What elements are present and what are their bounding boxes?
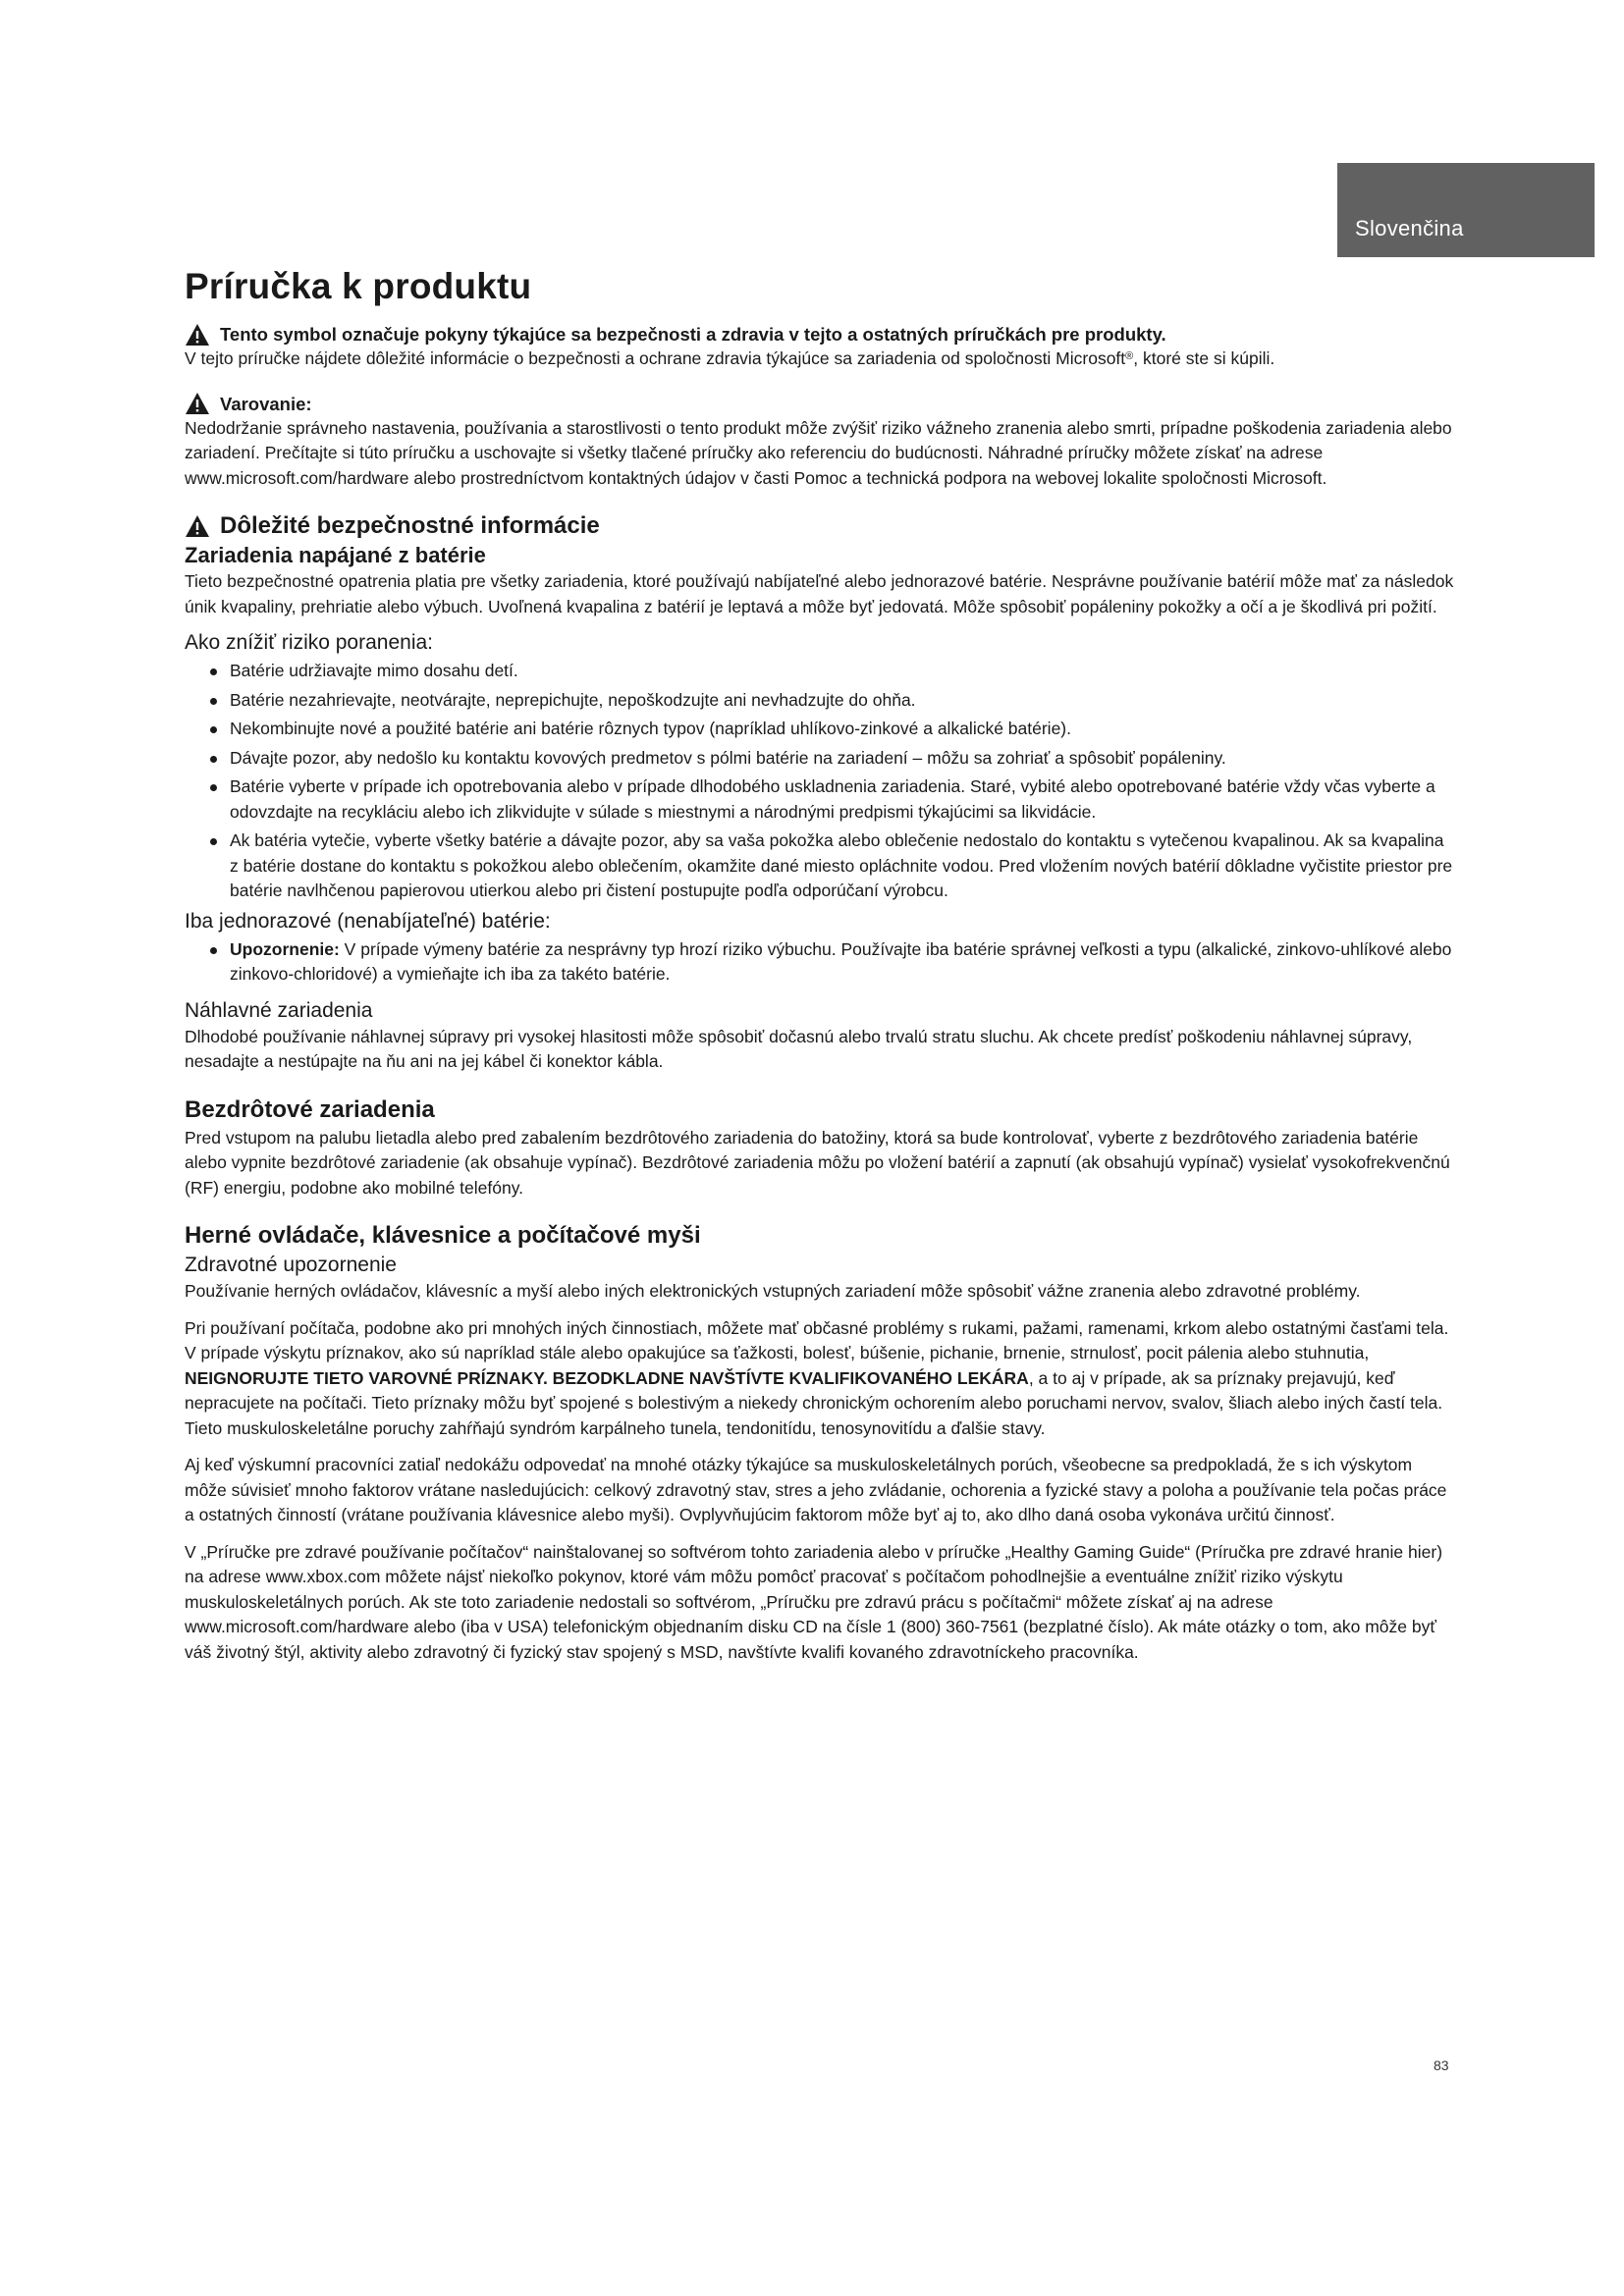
language-label: Slovenčina xyxy=(1355,216,1464,240)
intro-paragraph xyxy=(185,347,1457,372)
disposable-heading: Iba jednorazové (nenabíjateľné) batérie: xyxy=(185,909,551,933)
p2-text-end: , a to aj v prípade, ak sa príznaky prejavujú, keď nepracujete na počítači. Tieto príznaky môžu byť spojené s bolestivým a niekedy chronickým ochorením alebo poruchami nervov, svalov, šliach alebo iných častí tela. Tieto muskuloskeletálne poruchy zahŕňajú syndróm karpálneho tunela, tendonitídu, tenosynovitídu a ďalšie stavy. xyxy=(185,1367,1443,1438)
gaming-paragraph-2 xyxy=(185,1316,1457,1442)
list-item: Nekombinujte nové a použité batérie ani batérie rôznych typov (napríklad uhlíkovo-zinkové a alkalické batérie). xyxy=(230,717,1457,742)
intro-text: V tejto príručke nájdete dôležité informácie o bezpečnosti a ochrane zdravia týkajúce sa zariadenia od spoločnosti Microsoft xyxy=(185,348,1126,368)
safety-symbol-text: Tento symbol označuje pokyny týkajúce sa bezpečnosti a zdravia v tejto a ostatných príručkách pre produkty. xyxy=(220,324,1166,345)
risk-list xyxy=(185,659,1457,904)
intro-text-end: , ktoré ste si kúpili. xyxy=(1133,348,1275,368)
gaming-paragraph-4: V „Príručke pre zdravé používanie počítačov“ nainštalovanej so softvérom tohto zariadenia alebo v príručke „Healthy Gaming Guide“ (Príručka pre zdravé hranie hier) na adrese www.xbox.com môžete nájsť niekoľko pokynov, ktoré vám môžu pomôcť pracovať s počítačom pohodlnejšie a eventuálne znížiť riziko výskytu muskuloskeletálnych porúch. Ak ste toto zariadenie nedostali so softvérom, „Príručku pre zdravú prácu s počítačmi“ môžete získať aj na adrese www.microsoft.com/hardware alebo (iba v USA) telefonickým objednaním disku CD na čísle 1 (800) 360-7561 (bezplatné číslo). Ak máte otázky o tom, ako môže byť váš životný štýl, aktivity alebo zdravotný či fyzický stav spojený s MSD, navštívte kvalifi kovaného zdravotníckeho pracovníka. xyxy=(185,1541,1443,1662)
battery-text: Tieto bezpečnostné opatrenia platia pre všetky zariadenia, ktoré používajú nabíjateľné alebo jednorazové batérie. Nesprávne používanie batérií môže mať za následok únik kvapaliny, prehriatie alebo výbuch. Uvoľnená kvapalina z batérií je leptavá a môže byť jedovatá. Môže spôsobiť popáleniny pokožky a očí a je škodlivá pri požití. xyxy=(185,571,1454,616)
p2-text: Pri používaní počítača, podobne ako pri mnohých iných činnostiach, môžete mať občasné problémy s rukami, pažami, ramenami, krkom alebo ostatnými časťami tela. V prípade výskytu príznakov, ako sú napríklad stále alebo opakujúce sa ťažkosti, bolesť, búšenie, pichanie, brnenie, strnulosť, pocit pálenia alebo stuhnutia, xyxy=(185,1317,1449,1362)
list-item xyxy=(230,937,1457,988)
caution-text: V prípade výmeny batérie za nesprávny typ hrozí riziko výbuchu. Používajte iba batérie správnej veľkosti a typu (alkalické, zinkovo-uhlíkové alebo zinkovo-chloridové) a vymieňajte ich iba za takéto batérie. xyxy=(230,938,1452,984)
registered-mark: ® xyxy=(1125,350,1134,362)
important-safety-heading xyxy=(185,510,1457,542)
gaming-heading: Herné ovládače, klávesnice a počítačové myši xyxy=(185,1222,701,1249)
gaming-paragraph-3: Aj keď výskumní pracovníci zatiaľ nedokážu odpovedať na mnohé otázky týkajúce sa muskuloskeletálnych porúch, všeobecne sa predpokladá, že s ich výskytom môže súvisieť mnoho faktorov vrátane nasledujúcich: celkový zdravotný stav, stres a jeho zvládanie, ochorenia a fyzické stavy a poloha a používanie tela počas práce a ostatných činností (vrátane používania klávesnice alebo myši). Ovplyvňujúcim faktorom môže byť aj to, ako dlho daná osoba vykonáva určitú činnosť. xyxy=(185,1455,1447,1524)
headset-heading: Náhlavné zariadenia xyxy=(185,998,373,1022)
gaming-paragraph-1: Používanie herných ovládačov, klávesníc a myší alebo iných elektronických vstupných zariadení môže spôsobiť vážne zranenia alebo zdravotné problémy. xyxy=(185,1281,1361,1301)
list-item: Ak batéria vytečie, vyberte všetky batérie a dávajte pozor, aby sa vaša pokožka alebo oblečenie nedostalo do kontaktu s vytečenou kvapalinou. Ak sa kvapalina z batérie dostane do kontaktu s pokožkou alebo oblečením, okamžite dané miesto opláchnite vodou. Pred vložením nových batérií dôkladne vyčistite priestor pre batérie navlhčenou papierovou utierkou alebo pri čistení postupujte podľa odporúčaní výrobcu. xyxy=(230,828,1457,904)
list-item: Batérie vyberte v prípade ich opotrebovania alebo v prípade dlhodobého uskladnenia zariadenia. Staré, vybité alebo opotrebované batérie vždy včas vyberte a odovzdajte na recykláciu alebo ich zlikvidujte v súlade s miestnymi a národnými predpismi týkajúcimi sa likvidácie. xyxy=(230,774,1457,825)
battery-heading: Zariadenia napájané z batérie xyxy=(185,543,486,567)
headset-text: Dlhodobé používanie náhlavnej súpravy pri vysokej hlasitosti môže spôsobiť dočasnú alebo trvalú stratu sluchu. Ak chcete predísť poškodeniu náhlavnej súpravy, nesadajte a nestúpajte na ňu ani na jej kábel či konektor kábla. xyxy=(185,1026,1413,1071)
list-item: Batérie nezahrievajte, neotvárajte, neprepichujte, nepoškodzujte ani nevhadzujte do ohňa. xyxy=(230,688,1457,714)
list-item: Batérie udržiavajte mimo dosahu detí. xyxy=(230,659,1457,684)
page-title: Príručka k produktu xyxy=(185,266,532,306)
risk-heading: Ako znížiť riziko poranenia: xyxy=(185,631,433,654)
caution-label: Upozornenie: xyxy=(230,938,340,959)
wireless-text: Pred vstupom na palubu lietadla alebo pred zabalením bezdrôtového zariadenia do batožiny, ktorá sa bude kontrolovať, vyberte z bezdrôtového zariadenia batérie alebo vypnite bezdrôtové zariadenie (ak obsahuje vypínač). Bezdrôtové zariadenia môžu po vložení batérií a zapnutí (ak obsahujú vypínač) vysielať vysokofrekvenčnú (RF) energiu, podobne ako mobilné telefóny. xyxy=(185,1127,1450,1198)
document-body xyxy=(185,265,1457,1665)
p2-bold-warning: NEIGNORUJTE TIETO VAROVNÉ PRÍZNAKY. BEZODKLADNE NAVŠTÍVTE KVALIFIKOVANÉHO LEKÁRA xyxy=(185,1367,1029,1388)
warning-triangle-icon xyxy=(185,514,210,538)
warning-text: Nedodržanie správneho nastavenia, používania a starostlivosti o tento produkt môže zvýšiť riziko vážneho zranenia alebo smrti, prípadne poškodenia zariadenia alebo zariadení. Prečítajte si túto príručku a uschovajte si všetky tlačené príručky ako referenciu do budúcnosti. Náhradné príručky môžete získať na adrese www.microsoft.com/hardware alebo prostredníctvom kontaktných údajov v časti Pomoc a technická podpora na webovej lokalite spoločnosti Microsoft. xyxy=(185,417,1452,488)
safety-symbol-note xyxy=(185,322,1457,347)
disposable-list xyxy=(185,937,1457,988)
warning-heading xyxy=(185,392,1457,416)
warning-title: Varovanie: xyxy=(220,393,312,414)
list-item: Dávajte pozor, aby nedošlo ku kontaktu kovových predmetov s pólmi batérie na zariadení – môžu sa zohriať a spôsobiť popáleniny. xyxy=(230,746,1457,772)
page-number: 83 xyxy=(1434,2057,1449,2073)
wireless-heading: Bezdrôtové zariadenia xyxy=(185,1095,435,1123)
language-tab xyxy=(1337,163,1595,257)
warning-triangle-icon xyxy=(185,323,210,347)
warning-triangle-icon xyxy=(185,392,210,415)
important-safety-title: Dôležité bezpečnostné informácie xyxy=(220,512,600,539)
health-warning-heading: Zdravotné upozornenie xyxy=(185,1254,397,1276)
